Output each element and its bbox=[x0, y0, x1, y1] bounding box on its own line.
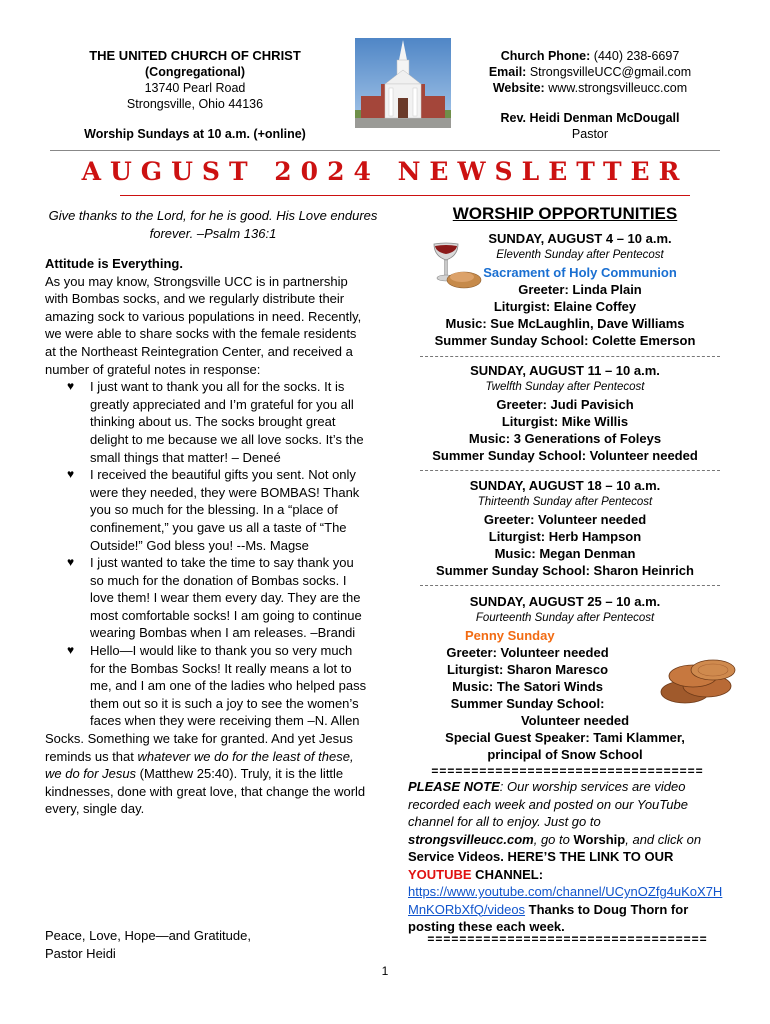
heart-icon: ♥ bbox=[67, 379, 75, 394]
thank-you-notes bbox=[45, 378, 370, 730]
note-text: , go to bbox=[533, 831, 574, 847]
closing-text-end: (Matthew 25:40). Truly, it is the little kindnesses, done with great love, that change the world every, single day. bbox=[45, 766, 366, 817]
heart-icon: ♥ bbox=[67, 467, 75, 482]
service-line: Liturgist: Herb Hampson bbox=[488, 529, 642, 544]
signoff-line: Peace, Love, Hope—and Gratitude, bbox=[45, 928, 251, 943]
signoff-name: Pastor Heidi bbox=[45, 946, 116, 961]
contact-info bbox=[470, 48, 710, 142]
service-line: Liturgist: Mike Willis bbox=[501, 414, 629, 429]
service-line: Liturgist: Elaine Coffey bbox=[493, 299, 637, 314]
service-line: Music: 3 Generations of Foleys bbox=[468, 431, 662, 446]
service-line: Greeter: Volunteer needed bbox=[483, 512, 647, 527]
service-line: Greeter: Linda Plain bbox=[518, 282, 642, 297]
pastor-letter bbox=[45, 255, 370, 818]
service-line: Music: Megan Denman bbox=[494, 546, 636, 561]
note-text: , and click on bbox=[625, 831, 702, 847]
list-item bbox=[45, 554, 370, 642]
divider bbox=[420, 470, 720, 471]
website-label: Website: bbox=[492, 81, 545, 95]
newsletter-title: AUGUST 2024 NEWSLETTER bbox=[81, 157, 689, 186]
street-address: 13740 Pearl Road bbox=[144, 81, 246, 95]
service-line: Music: Sue McLaughlin, Dave Williams bbox=[445, 316, 685, 331]
note-text: : Our worship services are video recorded each week and posted on our YouTube channel for all to enjoy. Just go to bbox=[408, 779, 688, 829]
divider bbox=[420, 585, 720, 586]
service-line: Volunteer needed bbox=[520, 713, 630, 728]
list-item bbox=[45, 642, 370, 730]
note-text: I received the beautiful gifts you sent. Not only were they needed, they were BOMBAS! Thank you so much for the blessing. In a “place of confinement,” you gave us all a taste of “The Outside!” God bless you! --Ms. Magse bbox=[90, 467, 360, 553]
service-line: Summer Sunday School: Volunteer needed bbox=[432, 448, 698, 463]
note-text: I just want to thank you all for the socks. It is greatly appreciated and I’m grateful for you all thinking about us. The socks brought great delight to me because we all love socks. It’s the small things that matter! – Deneé bbox=[90, 379, 364, 465]
email-label: Email: bbox=[488, 65, 527, 79]
service-line: principal of Snow School bbox=[487, 747, 643, 762]
video-note bbox=[408, 778, 726, 936]
note-service-videos: Service Videos. HERE’S THE LINK TO OUR bbox=[408, 849, 674, 864]
service-occasion: Eleventh Sunday after Pentecost bbox=[496, 249, 664, 261]
header-divider bbox=[50, 150, 720, 151]
service-occasion: Fourteenth Sunday after Pentecost bbox=[475, 612, 655, 624]
note-thanks: Thanks to Doug Thorn for posting these each week. bbox=[408, 901, 689, 934]
letter-intro: As you may know, Strongsville UCC is in partnership with Bombas socks, and we regularly distribute their amazing sock to various populations in need. Recently, we were able to share socks with the female residents at the Northeast Reintegration Center, and received a number of grateful notes in response: bbox=[45, 273, 362, 377]
separator-bottom: =================================== bbox=[427, 932, 708, 946]
phone-label: Church Phone: bbox=[500, 49, 591, 63]
service-aug-18 bbox=[405, 477, 725, 579]
note-site: strongsvilleucc.com bbox=[408, 831, 534, 847]
divider bbox=[420, 356, 720, 357]
worship-times: Worship Sundays at 10 a.m. (+online) bbox=[84, 127, 306, 141]
list-item bbox=[45, 466, 370, 554]
service-line: Special Guest Speaker: Tami Klammer, bbox=[445, 730, 685, 745]
email-address[interactable]: StrongsvilleUCC@gmail.com bbox=[529, 65, 692, 79]
service-date: SUNDAY, AUGUST 25 – 10 a.m. bbox=[469, 594, 661, 609]
service-line: Greeter: Judi Pavisich bbox=[496, 397, 634, 412]
pastor-name: Rev. Heidi Denman McDougall bbox=[500, 111, 680, 125]
phone-number: (440) 238-6697 bbox=[593, 49, 680, 63]
pennies-icon bbox=[655, 652, 737, 708]
page-number: 1 bbox=[381, 964, 389, 978]
service-date: SUNDAY, AUGUST 11 – 10 a.m. bbox=[470, 363, 660, 378]
closing-italic: whatever we do for the least of these, we do for Jesus bbox=[45, 748, 354, 782]
service-line: Greeter: Volunteer needed bbox=[446, 645, 609, 660]
note-label: PLEASE NOTE bbox=[408, 779, 500, 794]
service-aug-4 bbox=[405, 230, 725, 349]
church-info bbox=[60, 48, 330, 142]
closing-text: Socks. Something we take for granted. And yet Jesus reminds us that bbox=[45, 731, 353, 764]
note-text: I just wanted to take the time to say thank you so much for the donation of Bombas socks. I love them! I wear them every day. They are the most comfortable socks! I am going to continue wearing Bombas when I am releases. –Brandi bbox=[90, 555, 362, 641]
church-photo bbox=[355, 38, 451, 128]
church-name: THE UNITED CHURCH OF CHRIST bbox=[89, 48, 301, 63]
service-line: Summer Sunday School: bbox=[450, 696, 605, 711]
youtube-label: YOUTUBE bbox=[408, 866, 472, 882]
service-date: SUNDAY, AUGUST 18 – 10 a.m. bbox=[469, 478, 661, 493]
worship-title: WORSHIP OPPORTUNITIES bbox=[452, 204, 678, 223]
heart-icon: ♥ bbox=[67, 555, 75, 570]
separator-top: ================================== bbox=[431, 764, 704, 778]
service-line: Music: The Satori Winds bbox=[452, 679, 603, 694]
signoff bbox=[45, 927, 365, 963]
service-occasion: Thirteenth Sunday after Pentecost bbox=[477, 496, 653, 508]
service-line: Summer Sunday School: Colette Emerson bbox=[434, 333, 696, 348]
service-date: SUNDAY, AUGUST 4 – 10 a.m. bbox=[488, 231, 672, 246]
youtube-link[interactable]: https://www.youtube.com/channel/UCynOZfg4uKoX7HMnKORbXfQ/videos bbox=[408, 884, 723, 917]
city-state: Strongsville, Ohio 44136 bbox=[126, 97, 264, 111]
service-special: Sacrament of Holy Communion bbox=[483, 265, 677, 280]
service-line: Liturgist: Sharon Maresco bbox=[446, 662, 609, 677]
title-underline bbox=[120, 195, 690, 196]
note-worship: Worship bbox=[573, 831, 626, 847]
list-item bbox=[45, 378, 370, 466]
letter-heading: Attitude is Everything. bbox=[45, 256, 183, 271]
letter-closing bbox=[45, 730, 370, 818]
service-occasion: Twelfth Sunday after Pentecost bbox=[485, 381, 645, 393]
note-text: Hello—I would like to thank you so very much for the Bombas Socks! It really means a lot to me, and I am one of the ladies who helped pass them out so it is such a joy to see the women’s faces when they were receiving them –N. Allen bbox=[90, 643, 367, 729]
pastor-title: Pastor bbox=[571, 127, 609, 141]
note-channel: CHANNEL: bbox=[471, 866, 544, 882]
service-line: Summer Sunday School: Sharon Heinrich bbox=[436, 563, 694, 578]
denomination: (Congregational) bbox=[145, 65, 245, 79]
website-url[interactable]: www.strongsvilleucc.com bbox=[548, 81, 688, 95]
heart-icon: ♥ bbox=[67, 643, 75, 658]
psalm-quote: Give thanks to the Lord, for he is good. His Love endures forever. –Psalm 136:1 bbox=[48, 208, 378, 241]
service-aug-11 bbox=[405, 362, 725, 464]
service-special: Penny Sunday bbox=[465, 628, 555, 643]
